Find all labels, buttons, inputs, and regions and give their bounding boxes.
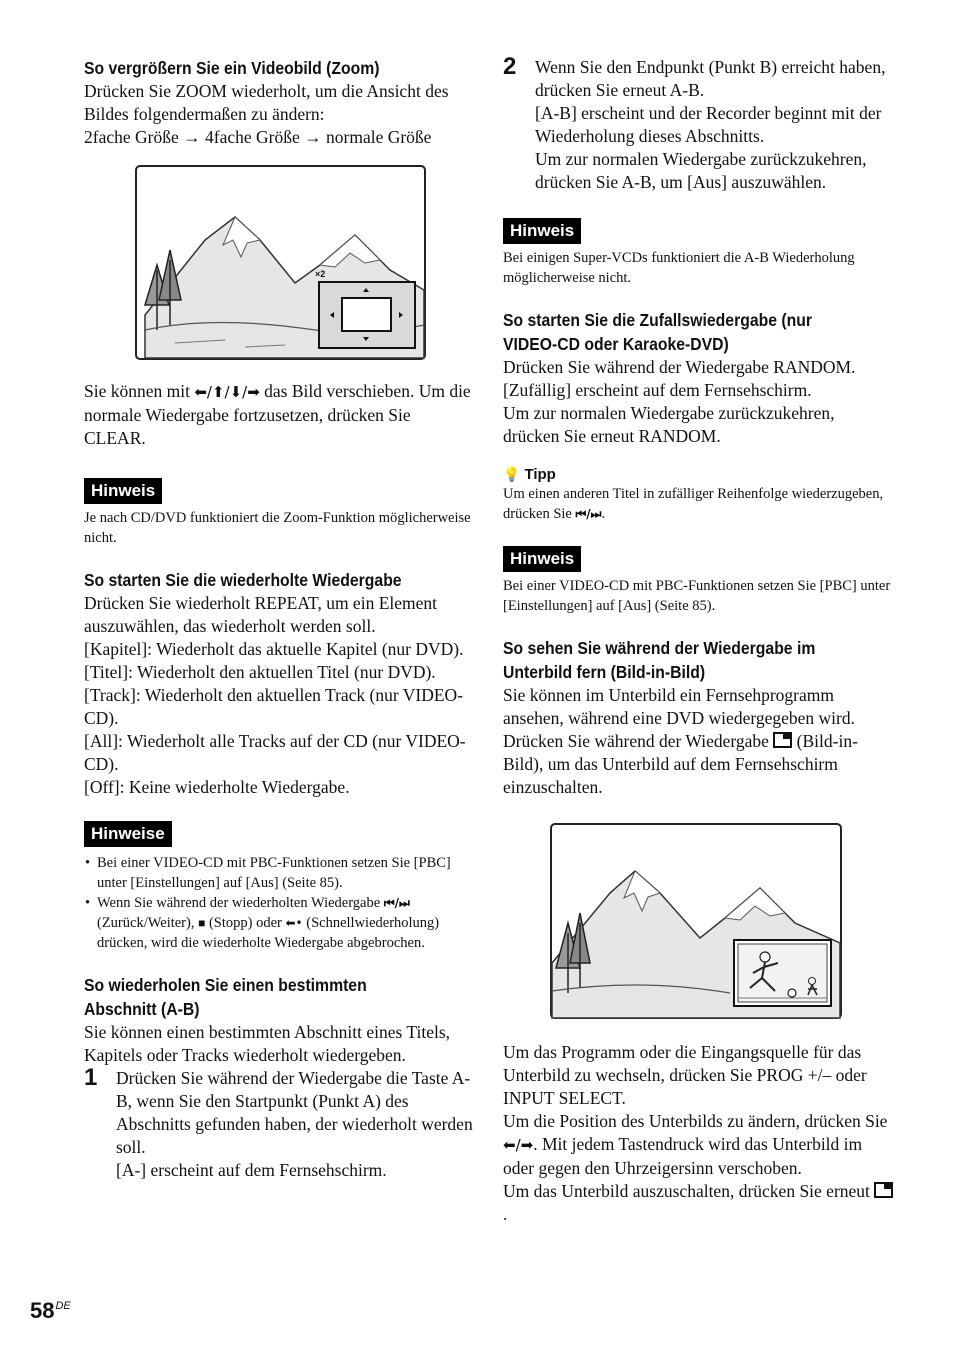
zoom-note-text: Je nach CD/DVD funktioniert die Zoom-Funktion möglicherweise nicht. (84, 510, 471, 546)
ab-note (503, 218, 895, 288)
lightbulb-icon: 💡 (503, 467, 521, 483)
repeat-intro: Drücken Sie wiederholt REPEAT, um ein Element auszuwählen, das wiederholt werden soll. (84, 593, 437, 636)
step-text: Drücken Sie während der Wiedergabe die Taste A-B, wenn Sie den Startpunkt (Punkt A) des Abschnitts gefunden haben, der wiederholt werden soll. (116, 1068, 473, 1157)
zoom-intro: Drücken Sie ZOOM wiederholt, um die Ansicht des Bildes folgendermaßen zu ändern: (84, 81, 449, 124)
zoom-heading: So vergrößern Sie ein Videobild (Zoom) (84, 58, 380, 78)
arrow-right-icon: → (183, 127, 201, 147)
instant-replay-icon: ⬅• (285, 916, 303, 930)
note-text: (Stopp) oder (208, 915, 282, 931)
notes-badge: Hinweise (84, 821, 172, 847)
note-text: Wenn Sie während der wiederholten Wiedergabe (97, 895, 381, 911)
pip-text-b: . Mit jedem Tastendruck wird das Unterbild im oder gegen den Uhrzeigersinn verschoben. (503, 1134, 863, 1178)
list-item (84, 893, 474, 953)
left-column (84, 56, 474, 1182)
random-text: Um zur normalen Wiedergabe zurückzukehren, drücken Sie erneut RANDOM. (503, 403, 835, 446)
pip-figure (550, 823, 842, 1019)
pip-text (503, 1110, 895, 1180)
random-text: [Zufällig] erscheint auf dem Fernsehschirm. (503, 380, 812, 400)
page-number (30, 1298, 71, 1324)
tip-body: Um einen anderen Titel in zufälliger Reihenfolge wiederzugeben, drücken Sie (503, 486, 884, 522)
ab-step-2 (503, 53, 895, 194)
arrow-right-icon: → (304, 127, 322, 147)
pip-text-a: Um die Position des Unterbilds zu ändern, drücken Sie (503, 1111, 888, 1131)
step-text: Wenn Sie den Endpunkt (Punkt B) erreicht haben, drücken Sie erneut A-B. (535, 57, 886, 100)
right-column (503, 53, 895, 1226)
pip-button-icon (773, 732, 792, 748)
zoom-size-1: 2fache Größe (84, 127, 179, 147)
ab-step-1 (84, 1064, 474, 1182)
step-back: Um zur normalen Wiedergabe zurückzukehren, drücken Sie A-B, um [Aus] auszuwählen. (535, 149, 867, 192)
repeat-option: [Titel]: Wiederholt den aktuellen Titel (nur DVD). (84, 662, 436, 682)
page-number-value: 58 (30, 1298, 55, 1323)
prev-next-icon: ⏮/⏭ (383, 896, 410, 910)
stop-icon: ■ (198, 916, 206, 930)
list-item: • Bei einer VIDEO-CD mit PBC-Funktionen setzen Sie [PBC] unter [Einstellungen] auf [Aus] (Seite 85). (84, 853, 474, 893)
tip-title: Tipp (524, 466, 556, 483)
left-right-arrows-icon: ⬅/➡ (503, 1136, 534, 1154)
repeat-notes (84, 821, 474, 953)
pip-button-icon (874, 1182, 893, 1198)
repeat-notes-list (84, 853, 474, 953)
random-note (503, 546, 895, 616)
repeat-option: [Off]: Keine wiederholte Wiedergabe. (84, 777, 350, 797)
zoom-sizes (84, 126, 474, 149)
repeat-option: [All]: Wiederholt alle Tracks auf der CD (nur VIDEO-CD). (84, 731, 466, 774)
pip-text: Um das Programm oder die Eingangsquelle für das Unterbild zu wechseln, drücken Sie PROG +/– oder INPUT SELECT. (503, 1042, 867, 1108)
ab-intro: Sie können einen bestimmten Abschnitt eines Titels, Kapitels oder Tracks wiederholt wiedergeben. (84, 1022, 451, 1065)
pip-heading-line1: So sehen Sie während der Wiedergabe im (503, 638, 816, 658)
step-result: [A-B] erscheint und der Recorder beginnt mit der Wiederholung dieses Abschnitts. (535, 103, 882, 146)
zoom-move-post: das Bild verschieben. Um die normale Wiedergabe fortzusetzen, drücken Sie CLEAR. (84, 381, 471, 448)
note-badge: Hinweis (84, 478, 162, 504)
pip-text-a: Um das Unterbild auszuschalten, drücken Sie erneut (503, 1181, 870, 1201)
tip-text: Um einen anderen Titel in zufälliger Reihenfolge wiederzugeben, drücken Sie ⏮/⏭. (503, 486, 884, 522)
prev-next-icon: ⏮/⏭ (575, 507, 602, 521)
pip-text-a: Drücken Sie während der Wiedergabe (503, 731, 769, 751)
note-badge: Hinweis (503, 218, 581, 244)
random-text: Drücken Sie während der Wiedergabe RANDOM. (503, 357, 856, 377)
zoom-note (84, 478, 474, 548)
note-badge: Hinweis (503, 546, 581, 572)
zoom-factor-label: ×2 (315, 269, 326, 279)
zoom-size-3: normale Größe (326, 127, 432, 147)
step-number: 1 (84, 1064, 98, 1091)
ab-heading-line2: Abschnitt (A-B) (84, 999, 200, 1019)
pip-heading-line2: Unterbild fern (Bild-in-Bild) (503, 662, 706, 682)
zoom-size-2: 4fache Größe (205, 127, 300, 147)
random-heading-line2: VIDEO-CD oder Karaoke-DVD) (503, 334, 729, 354)
pip-text: Um das Unterbild auszuschalten, drücken Sie erneut . (503, 1180, 895, 1226)
page-lang: DE (55, 1300, 71, 1312)
random-note-text: Bei einer VIDEO-CD mit PBC-Funktionen setzen Sie [PBC] unter [Einstellungen] auf [Aus] (Seite 85). (503, 578, 891, 614)
direction-arrows-icon: ⬅/⬆/⬇/➡ (194, 383, 260, 401)
pip-text (503, 730, 895, 799)
step-result: [A-] erscheint auf dem Fernsehschirm. (116, 1160, 387, 1180)
pip-text: Sie können im Unterbild ein Fernsehprogramm ansehen, während eine DVD wiedergegeben wird. (503, 685, 855, 728)
ab-note-text: Bei einigen Super-VCDs funktioniert die A-B Wiederholung möglicherweise nicht. (503, 250, 855, 286)
zoom-illustration (135, 165, 426, 360)
note-text: (Schnellwiederholung) drücken, wird die wiederholte Wiedergabe abgebrochen. (97, 915, 440, 951)
repeat-option: [Kapitel]: Wiederholt das aktuelle Kapitel (nur DVD). (84, 639, 464, 659)
pip-illustration (550, 823, 842, 1019)
repeat-option: [Track]: Wiederholt den aktuellen Track (nur VIDEO-CD). (84, 685, 464, 728)
note-text: (Zurück/Weiter), (97, 915, 195, 931)
step-number: 2 (503, 53, 517, 80)
zoom-figure (135, 165, 426, 360)
pip-text-b: (Bild-in-Bild), um das Unterbild auf dem Fernsehschirm einzuschalten. (503, 731, 858, 797)
ab-heading-line1: So wiederholen Sie einen bestimmten (84, 975, 367, 995)
random-heading-line1: So starten Sie die Zufallswiedergabe (nur (503, 310, 812, 330)
tip-header (503, 466, 895, 484)
random-tip (503, 466, 895, 524)
zoom-move-pre: Sie können mit (84, 381, 190, 401)
repeat-heading: So starten Sie die wiederholte Wiedergabe (84, 570, 402, 590)
zoom-move-text (84, 380, 474, 450)
